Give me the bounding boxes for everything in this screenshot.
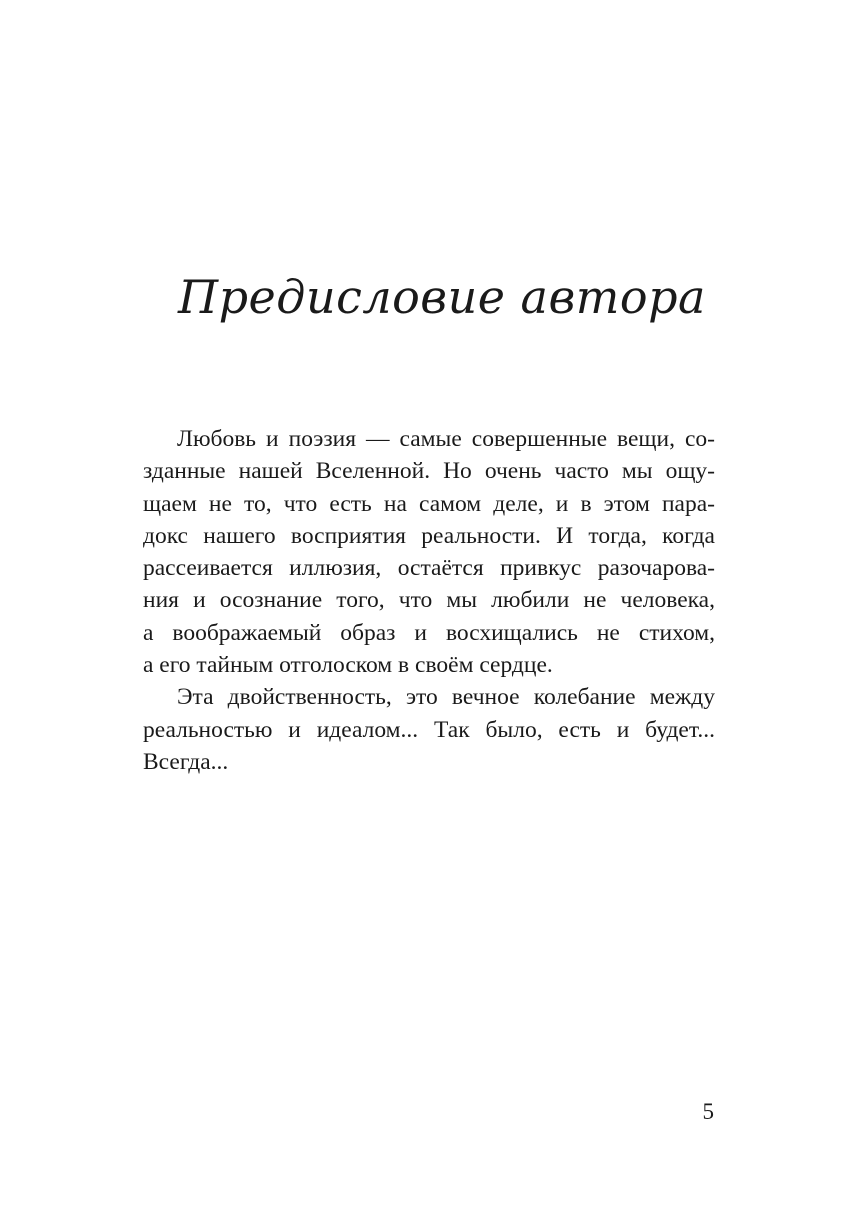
text-line: реальностью и идеалом... Так было, есть и будет... <box>143 716 715 743</box>
text-line: Любовь и поэзия — самые совершенные вещи, со- <box>177 426 715 452</box>
text-line: зданные нашей Вселенной. Но очень часто мы ощу- <box>143 458 715 485</box>
page-number: 5 <box>702 1099 714 1124</box>
text-line: а его тайным отголоском в своём сердце. <box>143 652 553 679</box>
page-title: Предисловие автора <box>178 270 706 324</box>
text-line: Всегда... <box>143 748 229 775</box>
text-line: Эта двойственность, это вечное колебание между <box>177 684 715 711</box>
text-line: ния и осознание того, что мы любили не человека, <box>143 587 715 614</box>
text-line: щаем не то, что есть на самом деле, и в этом пара- <box>143 490 715 517</box>
paragraph-2 <box>143 681 715 778</box>
preface-body <box>143 423 715 778</box>
text-line: рассеивается иллюзия, остаётся привкус разочарова- <box>143 555 715 582</box>
text-line: а воображаемый образ и восхищались не стихом, <box>143 619 715 646</box>
paragraph-1 <box>143 423 715 681</box>
text-line: докс нашего восприятия реальности. И тогда, когда <box>143 522 715 549</box>
